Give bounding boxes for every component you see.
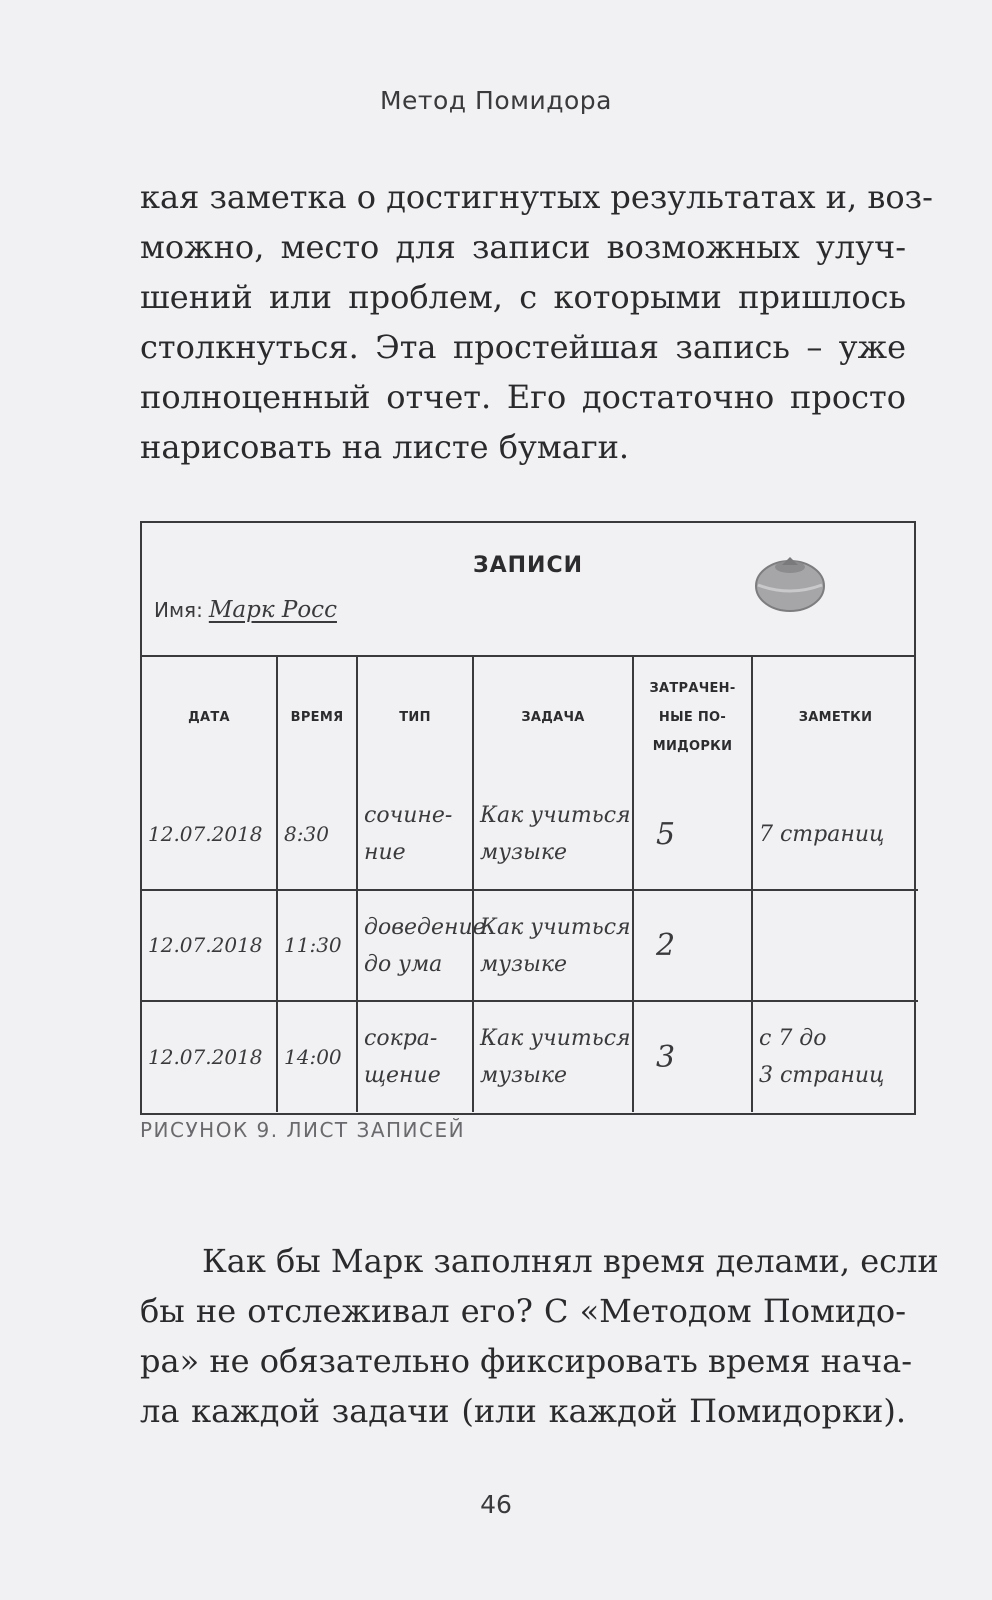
- column-header-line: ЗАДАЧА: [521, 709, 585, 725]
- cell-line: 7 страниц: [759, 821, 885, 847]
- table-row: [142, 1001, 918, 1112]
- text-line: бы не отслеживал его? С «Методом Помидо-: [140, 1292, 906, 1330]
- table-header-row: [142, 655, 918, 779]
- sheet-header: [142, 523, 914, 657]
- text-line: ла каждой задачи (или каждой Помидорки).: [140, 1392, 906, 1430]
- cell-time: 11:30: [277, 890, 357, 1001]
- cell-date: 12.07.2018: [142, 779, 277, 890]
- cell-pomodoros: 2: [633, 890, 752, 1001]
- page-number: 46: [480, 1490, 512, 1519]
- cell-task: [473, 890, 633, 1001]
- text-line: полноценный отчет. Его достаточно просто: [140, 378, 906, 416]
- cell-line: Как учиться: [480, 803, 631, 828]
- running-head: Метод Помидора: [379, 86, 612, 115]
- cell-time: 8:30: [277, 779, 357, 890]
- column-header-line: ТИП: [399, 709, 431, 725]
- cell-pomodoros: 5: [633, 779, 752, 890]
- cell-notes: [752, 779, 918, 890]
- text-line: можно, место для записи возможных улуч-: [140, 228, 906, 266]
- cell-line: доведение: [364, 914, 486, 940]
- text-line: Как бы Марк заполнял время делами, если: [202, 1242, 939, 1280]
- cell-line: сокра-: [364, 1026, 438, 1051]
- cell-task: [473, 779, 633, 890]
- tomato-timer-icon: [752, 553, 828, 613]
- cell-line: с 7 до: [759, 1026, 827, 1051]
- column-header-line: ЗАТРАЧЕН-: [649, 680, 736, 696]
- column-header-line: ЗАМЕТКИ: [798, 709, 873, 725]
- cell-line: сочине-: [364, 803, 453, 828]
- text-line: нарисовать на листе бумаги.: [140, 428, 630, 466]
- table-row: [142, 890, 918, 1001]
- cell-date: 12.07.2018: [142, 890, 277, 1001]
- record-sheet-figure: [140, 521, 916, 1115]
- text-line: ра» не обязательно фиксировать время нача-: [140, 1342, 913, 1380]
- cell-notes: [752, 890, 918, 1001]
- cell-type: [357, 779, 473, 890]
- figure-caption: РИСУНОК 9. ЛИСТ ЗАПИСЕЙ: [140, 1118, 466, 1142]
- text-line: шений или проблем, с которыми пришлось: [140, 278, 906, 316]
- cell-time: 14:00: [277, 1001, 357, 1112]
- paragraph-bottom: [140, 1236, 939, 1436]
- text-line: столкнуться. Эта простейшая запись – уже: [140, 328, 906, 366]
- cell-line: ние: [364, 840, 406, 865]
- column-header: [752, 655, 918, 779]
- name-label: Имя:: [154, 598, 203, 622]
- column-header: [633, 655, 752, 779]
- column-header-line: НЫЕ ПО-: [658, 709, 727, 725]
- cell-type: [357, 890, 486, 1001]
- name-value: Марк Росс: [208, 597, 337, 623]
- records-table: [142, 655, 918, 1112]
- column-header-line: МИДОРКИ: [652, 738, 733, 754]
- paragraph-top: [140, 172, 933, 472]
- sheet-title: ЗАПИСИ: [472, 553, 584, 578]
- name-field: [154, 597, 337, 623]
- cell-line: музыке: [480, 951, 568, 977]
- column-header: [473, 655, 633, 779]
- cell-pomodoros: 3: [633, 1001, 752, 1112]
- cell-notes: [752, 1001, 918, 1112]
- cell-task: [473, 1001, 633, 1112]
- cell-line: до ума: [364, 951, 443, 977]
- text-line: кая заметка о достигнутых результатах и, воз-: [140, 178, 933, 216]
- column-header: [357, 655, 473, 779]
- column-header: [142, 655, 277, 779]
- column-header: [277, 655, 357, 779]
- cell-line: Как учиться: [480, 914, 631, 940]
- table-row: [142, 779, 918, 890]
- cell-line: Как учиться: [480, 1026, 631, 1051]
- cell-line: музыке: [480, 1063, 568, 1088]
- cell-line: 3 страниц: [759, 1063, 885, 1088]
- cell-type: [357, 1001, 473, 1112]
- column-header-line: ДАТА: [188, 709, 230, 725]
- table-body: [142, 779, 918, 1112]
- cell-date: 12.07.2018: [142, 1001, 277, 1112]
- cell-line: щение: [364, 1063, 441, 1088]
- cell-line: музыке: [480, 840, 568, 865]
- column-header-line: ВРЕМЯ: [290, 709, 344, 725]
